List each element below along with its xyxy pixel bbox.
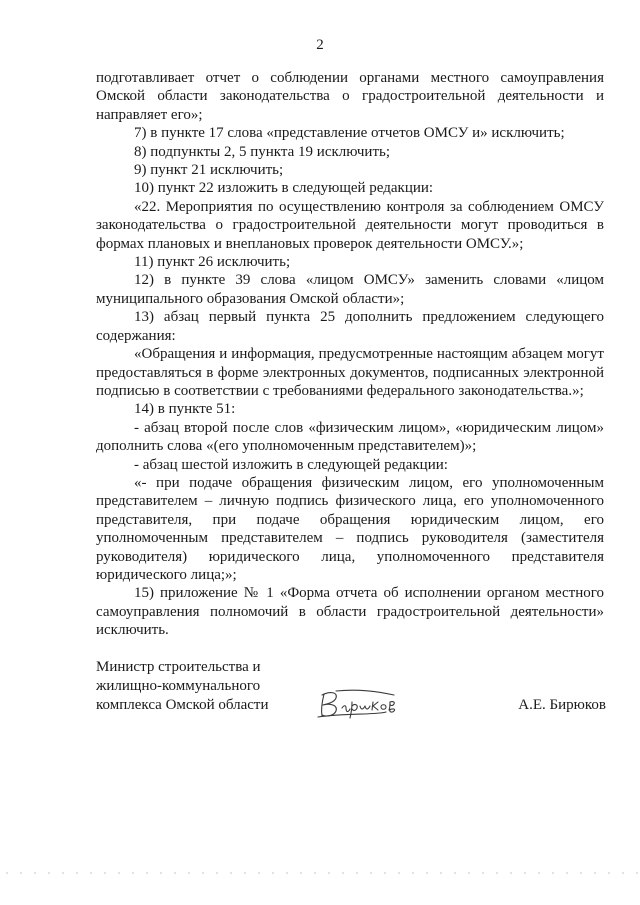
paragraph: «Обращения и информация, предусмотренные настоящим абзацем могут предоставляться в форме электронных документов, подписанных электронной подписью в соответствии с требованиями федерального законодательства.»; — [96, 346, 604, 399]
paragraph: 9) пункт 21 исключить; — [134, 162, 284, 179]
paragraph: 12) в пункте 39 слова «лицом ОМСУ» заменить словами «лицом муниципального образования Омской области»; — [96, 272, 604, 307]
signature-block — [96, 658, 606, 748]
paragraph: подготавливает отчет о соблюдении органами местного самоуправления Омской области законодательства о градостроительной деятельности и направляет его»; — [96, 70, 604, 123]
signer-position-line: комплекса Омской области — [96, 697, 269, 713]
paragraph: 10) пункт 22 изложить в следующей редакции: — [134, 180, 434, 197]
paragraph: 8) подпункты 2, 5 пункта 19 исключить; — [134, 143, 391, 160]
scan-artifact-line — [0, 872, 640, 874]
page-number: 2 — [316, 37, 324, 53]
paragraph: 15) приложение № 1 «Форма отчета об исполнении органом местного самоуправления полномочий в области градостроительной деятельности» исключить. — [96, 585, 604, 639]
signer-position — [96, 658, 296, 715]
signer-position-line: жилищно-коммунального — [96, 678, 261, 694]
paragraph: 7) в пункте 17 слова «представление отчетов ОМСУ и» исключить; — [134, 125, 565, 142]
paragraph: - абзац шестой изложить в следующей редакции: — [134, 456, 448, 473]
paragraph: 14) в пункте 51: — [134, 401, 236, 418]
signer-position-line: Министр строительства и — [96, 659, 261, 675]
paragraph: «22. Мероприятия по осуществлению контроля за соблюдением ОМСУ законодательства о градостроительной деятельности могут проводиться в формах плановых и внеплановых проверок деятельности ОМСУ.»; — [96, 198, 604, 252]
signer-name: А.Е. Бирюков — [518, 697, 606, 713]
handwritten-signature — [316, 688, 456, 722]
paragraph: - абзац второй после слов «физическим лицом», «юридическим лицом» дополнить слова «(его уполномоченным представителем)»; — [96, 419, 604, 455]
paragraph: 13) абзац первый пункта 25 дополнить предложением следующего содержания: — [96, 309, 604, 344]
paragraph: 11) пункт 26 исключить; — [134, 254, 291, 271]
paragraph: «- при подаче обращения физическим лицом, его уполномоченным представителем – личную подпись физического лица, его уполномоченного представителя, при подаче обращения юридическим лицом, его уполномоченным представителем – подпись руководителя (заместителя руководителя) юридического лица, уполномоченного представителя юридического лица;»; — [96, 474, 604, 583]
document-body — [96, 69, 604, 640]
